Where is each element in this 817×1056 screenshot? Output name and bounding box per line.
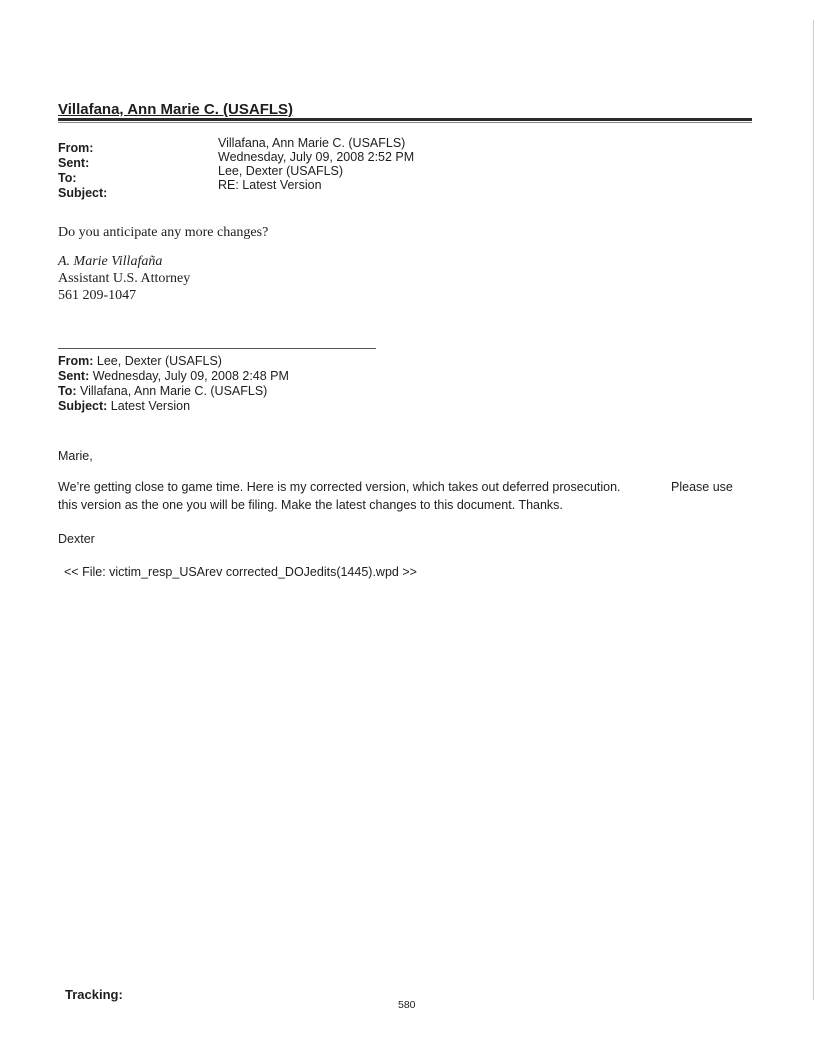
header-subject-label: Subject: <box>58 186 108 200</box>
signature-name: A. Marie Villafaña <box>58 254 163 269</box>
tracking-label: Tracking: <box>65 987 123 1002</box>
quoted-from-value: Lee, Dexter (USAFLS) <box>96 354 222 368</box>
quoted-sent <box>58 369 289 383</box>
header-subject-value: RE: Latest Version <box>218 178 322 192</box>
quoted-sent-value: Wednesday, July 09, 2008 2:48 PM <box>92 369 289 383</box>
header-sent-value: Wednesday, July 09, 2008 2:52 PM <box>218 150 415 164</box>
header-sent-label: Sent: <box>58 156 90 170</box>
quote-separator <box>58 348 376 349</box>
quoted-to <box>58 384 267 398</box>
quoted-subject-value: Latest Version <box>110 399 191 413</box>
quoted-signoff: Dexter <box>58 532 95 546</box>
quoted-greeting: Marie, <box>58 449 93 463</box>
quoted-subject <box>58 399 190 413</box>
quoted-from <box>58 354 222 368</box>
quoted-sent-label: Sent: <box>58 369 90 383</box>
header-to-value: Lee, Dexter (USAFLS) <box>218 164 344 178</box>
quoted-from-label: From: <box>58 354 94 368</box>
header-from-value: Villafana, Ann Marie C. (USAFLS) <box>218 136 406 150</box>
header-to-label: To: <box>58 171 77 185</box>
signature-phone: 561 209-1047 <box>58 288 137 303</box>
quoted-line-2: this version as the one you will be filing. Make the latest changes to this document. Thanks. <box>58 498 563 512</box>
page-number: 580 <box>398 999 416 1011</box>
quoted-to-label: To: <box>58 384 77 398</box>
reply-question: Do you anticipate any more changes? <box>58 225 269 240</box>
quoted-to-value: Villafana, Ann Marie C. (USAFLS) <box>80 384 268 398</box>
page-edge-line <box>813 20 814 1000</box>
quoted-line-1: We’re getting close to game time. Here is my corrected version, which takes out deferred prosecution. <box>58 480 621 494</box>
quoted-subject-label: Subject: <box>58 399 108 413</box>
header-from-label: From: <box>58 141 94 155</box>
quoted-line-1-end: Please use <box>671 480 733 494</box>
document-title: Villafana, Ann Marie C. (USAFLS) <box>58 101 294 118</box>
title-rule-thin <box>58 122 752 123</box>
signature-title: Assistant U.S. Attorney <box>58 271 191 286</box>
attachment-reference[interactable]: << File: victim_resp_USArev corrected_DOJedits(1445).wpd >> <box>64 565 417 579</box>
title-rule <box>58 118 752 121</box>
